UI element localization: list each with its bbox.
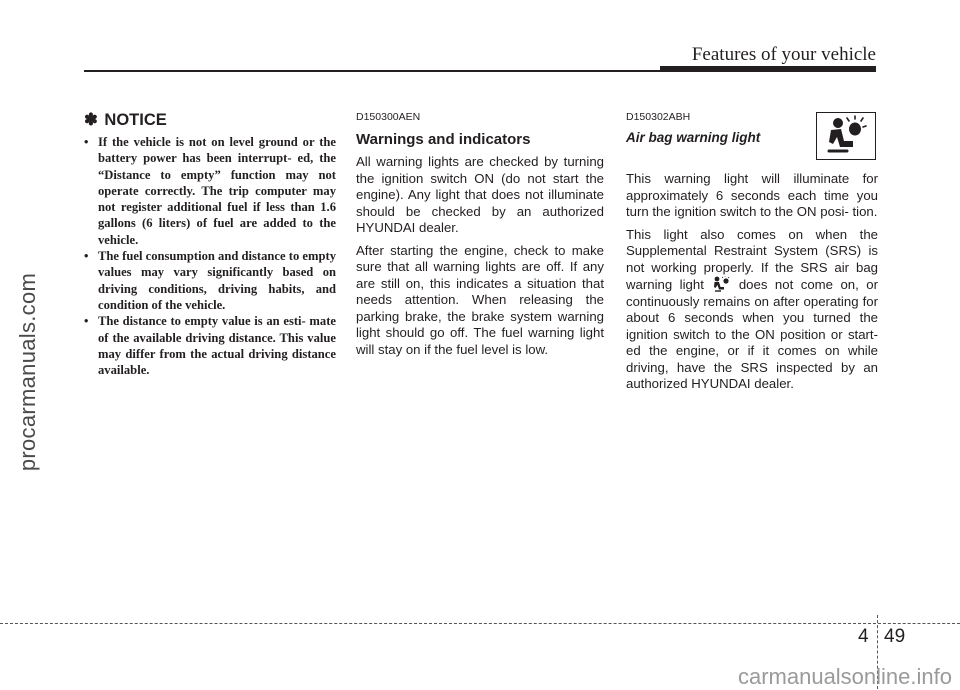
section-code: D150302ABH bbox=[626, 111, 691, 123]
section-code: D150300AEN bbox=[356, 111, 421, 123]
warnings-column bbox=[356, 110, 604, 364]
notice-heading-text: NOTICE bbox=[104, 111, 167, 129]
section-title: Air bag warning light bbox=[626, 130, 761, 145]
notice-symbol-icon: ✽ bbox=[84, 111, 98, 129]
airbag-warning-inline-icon bbox=[712, 276, 730, 292]
notice-item: • The distance to empty value is an esti- mate of the available driving distance. This value may differ from the actual driving distance available. bbox=[84, 313, 336, 378]
airbag-warning-icon-box bbox=[816, 112, 876, 160]
footer-rule bbox=[0, 623, 876, 624]
side-watermark: procarmanuals.com bbox=[15, 272, 40, 472]
page-header-title: Features of your vehicle bbox=[691, 44, 876, 65]
notice-column bbox=[84, 110, 336, 378]
notice-heading bbox=[84, 110, 336, 130]
notice-item: • If the vehicle is not on level ground or the battery power has been interrupt- ed, the “Distance to empty” function may not operate correctly. The trip computer may not register additional fuel if less than 1.6 gallons (6 liters) of fuel are added to the vehicle. bbox=[84, 134, 336, 248]
page-number: 49 bbox=[884, 626, 906, 647]
paragraph: All warning lights are checked by turning the ignition switch ON (do not start the engine). Any light that does not illuminate should be checked by an authorized HYUNDAI dealer. bbox=[356, 154, 604, 235]
bottom-watermark: carmanualsonline.info bbox=[737, 664, 952, 689]
paragraph: After starting the engine, check to make sure that all warning lights are off. If any are still on, this indicates a situation that needs attention. When releasing the parking brake, the brake system warning light should go off. The fuel warning light will stay on if the fuel level is low. bbox=[356, 242, 604, 357]
notice-item: • The fuel consumption and distance to empty values may vary significantly based on driving conditions, driving habits, and condition of the vehicle. bbox=[84, 248, 336, 313]
footer-rule bbox=[878, 623, 960, 624]
paragraph: This warning light will illuminate for approximately 6 seconds each time you turn the ignition switch to the ON posi- tion. bbox=[626, 171, 878, 219]
notice-list bbox=[84, 134, 336, 378]
paragraph-text: This light also comes on when the Supplemental Restraint System (SRS) is not working properly. If the SRS air bag warning light bbox=[626, 226, 878, 292]
header-rule-thin bbox=[84, 70, 660, 72]
page-chapter-number: 4 bbox=[858, 626, 869, 647]
section-title: Warnings and indicators bbox=[356, 131, 531, 148]
paragraph-text: does not come on, or continuously remains on after operating for about 6 seconds when you turned the ignition switch to the ON position or start- ed the engine, or if it comes on while driving, have the SRS inspected by an authorized HYUNDAI dealer. bbox=[626, 277, 878, 391]
paragraph bbox=[626, 227, 878, 393]
airbag-warning-icon bbox=[817, 113, 875, 159]
header-rule-thick bbox=[660, 66, 876, 72]
